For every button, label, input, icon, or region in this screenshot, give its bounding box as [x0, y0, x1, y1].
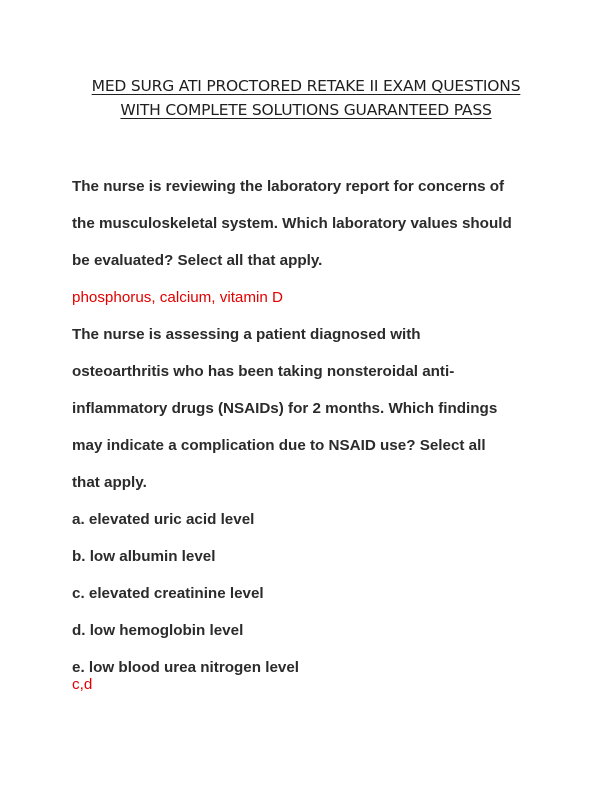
question-2-line-3: inflammatory drugs (NSAIDs) for 2 months. Which findings	[72, 400, 498, 417]
question-1-line-2: the musculoskeletal system. Which laboratory values should	[72, 215, 512, 232]
question-2-line-2: osteoarthritis who has been taking nonsteroidal anti-	[72, 363, 455, 380]
question-2-answer: c,d	[72, 676, 93, 693]
question-1-line-3: be evaluated? Select all that apply.	[72, 252, 323, 269]
question-2-option-c: c. elevated creatinine level	[72, 585, 264, 602]
question-2-text	[72, 316, 552, 501]
document-title	[40, 74, 572, 122]
question-2-line-1: The nurse is assessing a patient diagnosed with	[72, 326, 421, 343]
question-1-text	[72, 168, 552, 279]
question-1-line-1: The nurse is reviewing the laboratory report for concerns of	[72, 178, 505, 195]
question-2-option-a: a. elevated uric acid level	[72, 511, 255, 528]
question-2-option-b: b. low albumin level	[72, 548, 216, 565]
title-line-2: WITH COMPLETE SOLUTIONS GUARANTEED PASS	[120, 101, 492, 119]
question-2-option-e: e. low blood urea nitrogen level	[72, 659, 300, 676]
title-line-1: MED SURG ATI PROCTORED RETAKE II EXAM QUESTIONS	[91, 77, 521, 95]
question-1-answer: phosphorus, calcium, vitamin D	[72, 289, 284, 306]
question-2-line-4: may indicate a complication due to NSAID use? Select all	[72, 437, 486, 454]
question-2-line-5: that apply.	[72, 474, 147, 491]
document-body	[72, 168, 552, 693]
question-2-option-d: d. low hemoglobin level	[72, 622, 244, 639]
